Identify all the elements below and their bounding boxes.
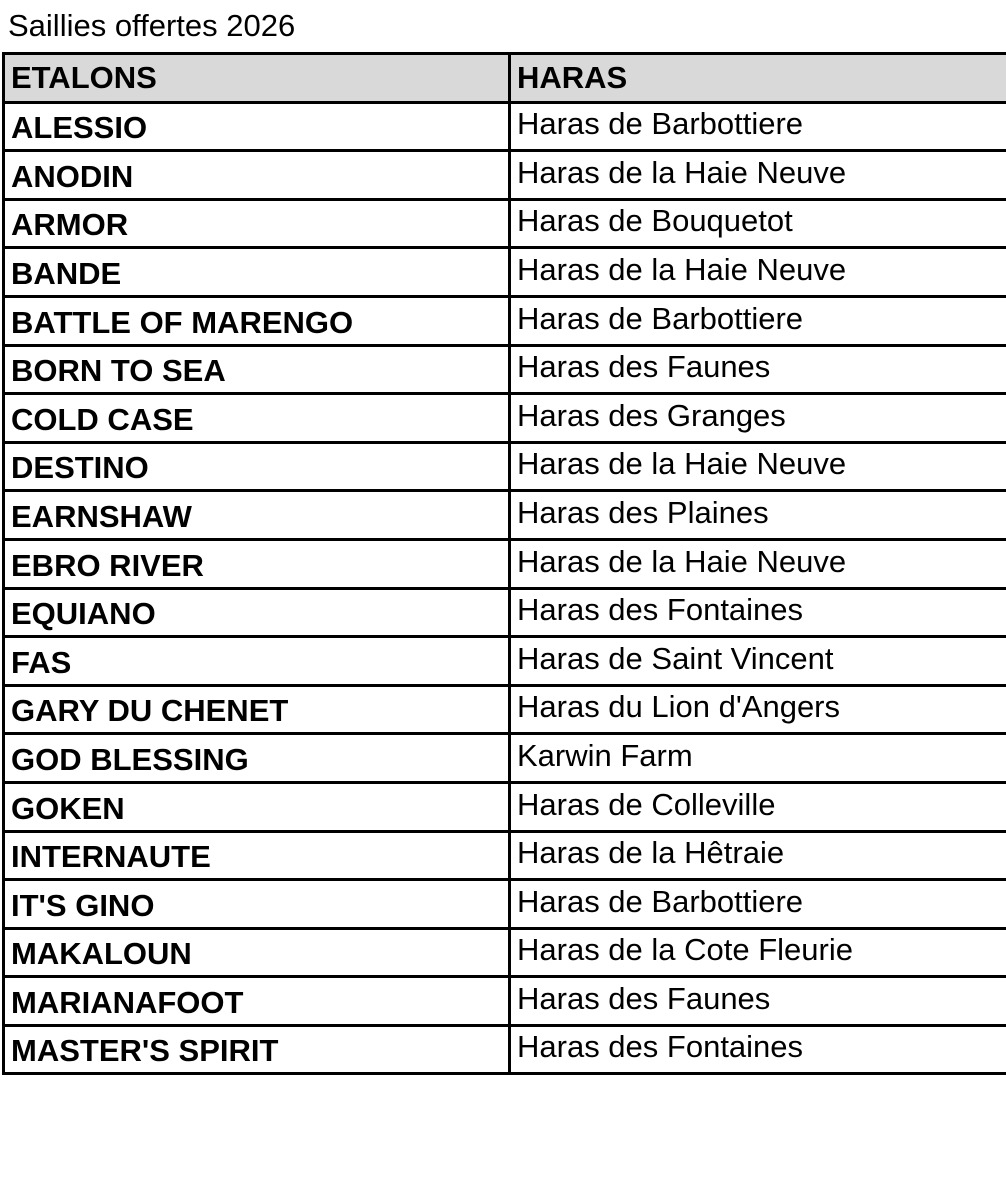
stud-farm: Haras des Plaines: [510, 491, 1006, 540]
stallion-name: DESTINO: [4, 442, 510, 491]
stud-farm: Haras de Bouquetot: [510, 199, 1006, 248]
stallion-name: GARY DU CHENET: [4, 685, 510, 734]
stud-farm: Haras des Faunes: [510, 977, 1006, 1026]
stallion-name: ARMOR: [4, 199, 510, 248]
stud-farm: Haras de Colleville: [510, 782, 1006, 831]
stallion-name: EBRO RIVER: [4, 539, 510, 588]
stallion-name: GOD BLESSING: [4, 734, 510, 783]
table-row: [4, 782, 1006, 831]
stallion-name: IT'S GINO: [4, 880, 510, 929]
stud-farm: Haras de la Haie Neuve: [510, 248, 1006, 297]
stallion-name: GOKEN: [4, 782, 510, 831]
stud-farm: Haras de la Cote Fleurie: [510, 928, 1006, 977]
stud-farm: Haras de Barbottiere: [510, 296, 1006, 345]
stud-farm: Haras de Barbottiere: [510, 102, 1006, 151]
stallion-name: BANDE: [4, 248, 510, 297]
stud-farm: Haras du Lion d'Angers: [510, 685, 1006, 734]
stallion-name: MASTER'S SPIRIT: [4, 1025, 510, 1074]
table-row: [4, 491, 1006, 540]
table-row: [4, 928, 1006, 977]
stallion-table: [2, 52, 1006, 1075]
table-row: [4, 199, 1006, 248]
table-row: [4, 394, 1006, 443]
stallion-name: FAS: [4, 637, 510, 686]
document-title: Saillies offertes 2026: [8, 8, 296, 43]
stallion-name: COLD CASE: [4, 394, 510, 443]
stallion-name: EARNSHAW: [4, 491, 510, 540]
table-row: [4, 637, 1006, 686]
stud-farm: Haras de la Haie Neuve: [510, 442, 1006, 491]
stud-farm: Haras des Granges: [510, 394, 1006, 443]
table-row: [4, 345, 1006, 394]
table-row: [4, 880, 1006, 929]
stud-farm: Haras des Fontaines: [510, 1025, 1006, 1074]
table-row: [4, 977, 1006, 1026]
stud-farm: Haras de Barbottiere: [510, 880, 1006, 929]
column-header-haras: HARAS: [510, 54, 1006, 103]
stallion-name: EQUIANO: [4, 588, 510, 637]
stallion-name: MAKALOUN: [4, 928, 510, 977]
stud-farm: Haras des Faunes: [510, 345, 1006, 394]
table-row: [4, 102, 1006, 151]
table-row: [4, 539, 1006, 588]
stud-farm: Haras de la Hêtraie: [510, 831, 1006, 880]
stallion-name: BORN TO SEA: [4, 345, 510, 394]
header-row: [4, 54, 1006, 103]
stud-farm: Haras de Saint Vincent: [510, 637, 1006, 686]
stallion-name: INTERNAUTE: [4, 831, 510, 880]
stallion-name: ALESSIO: [4, 102, 510, 151]
table-row: [4, 685, 1006, 734]
table-row: [4, 831, 1006, 880]
table-row: [4, 151, 1006, 200]
column-header-etalons: ETALONS: [4, 54, 510, 103]
table-header: [4, 54, 1006, 103]
table-row: [4, 442, 1006, 491]
table-row: [4, 588, 1006, 637]
table-body: [4, 102, 1006, 1074]
stud-farm: Haras de la Haie Neuve: [510, 539, 1006, 588]
stallion-name: MARIANAFOOT: [4, 977, 510, 1026]
stud-farm: Haras des Fontaines: [510, 588, 1006, 637]
table-row: [4, 296, 1006, 345]
stud-farm: Haras de la Haie Neuve: [510, 151, 1006, 200]
table-row: [4, 1025, 1006, 1074]
table-row: [4, 734, 1006, 783]
stallion-name: BATTLE OF MARENGO: [4, 296, 510, 345]
stud-farm: Karwin Farm: [510, 734, 1006, 783]
table-row: [4, 248, 1006, 297]
stallion-name: ANODIN: [4, 151, 510, 200]
